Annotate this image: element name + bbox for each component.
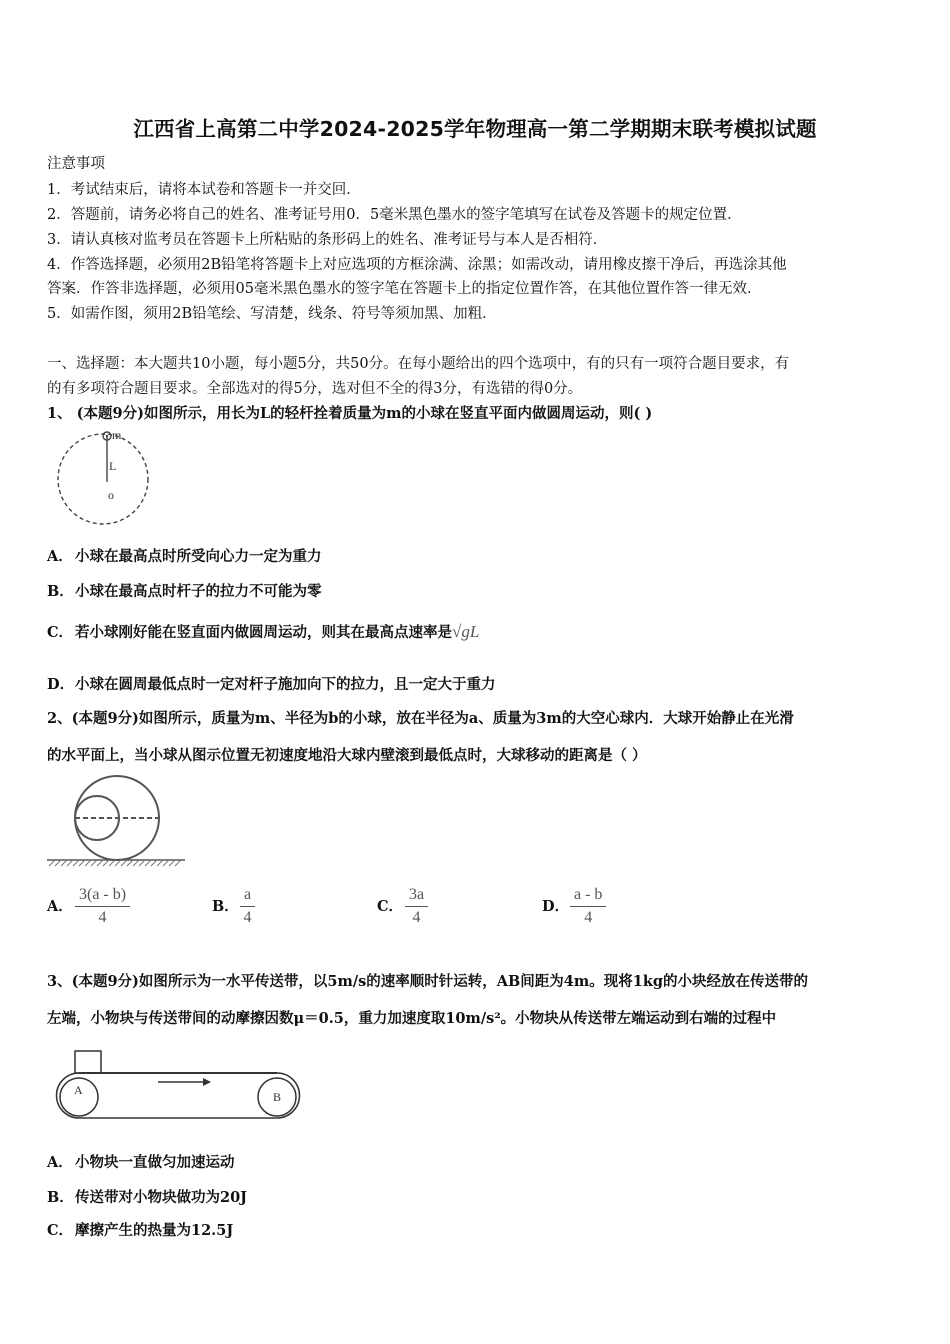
length-label: L bbox=[109, 459, 117, 473]
pulley-b-label: B bbox=[273, 1090, 282, 1104]
question-3-stem: 左端，小物块与传送带间的动摩擦因数μ＝0.5，重力加速度取10m/s²。小物块从传送带左端运动到右端的过程中 bbox=[47, 1010, 777, 1027]
q3-conveyor-figure bbox=[55, 1047, 305, 1122]
notice-item: 4．作答选择题，必须用2B铅笔将答题卡上对应选项的方框涂满、涂黑；如需改动，请用橡皮擦干净后，再选涂其他 bbox=[47, 257, 787, 273]
pulley-a-label: A bbox=[74, 1083, 83, 1097]
q2-option-a[interactable]: A． $\frac{3(a - b)}{4}$ bbox=[47, 886, 130, 927]
q2-option-c[interactable]: C． $\frac{3a}{4}$ bbox=[377, 886, 428, 927]
question-3-stem: 3、(本题9分)如图所示为一水平传送带，以5m/s的速率顺时针运转，AB间距为4m。现将1kg的小块经放在传送带的 bbox=[47, 973, 808, 990]
small-sphere bbox=[75, 796, 119, 840]
block bbox=[75, 1051, 101, 1073]
notice-heading: 注意事项 bbox=[47, 156, 105, 172]
sqrt-gl-formula: √gL bbox=[452, 622, 480, 641]
question-1-stem: 1、 (本题9分)如图所示，用长为L的轻杆拴着质量为m的小球在竖直平面内做圆周运动，则( ) bbox=[47, 405, 653, 422]
q3-option-b[interactable]: B．传送带对小物块做功为20J bbox=[47, 1189, 248, 1206]
fraction: $\frac{a}{4}$ bbox=[240, 886, 255, 927]
notice-item: 3．请认真核对监考员在答题卡上所粘贴的条形码上的姓名、准考证号与本人是否相符． bbox=[47, 232, 608, 248]
notice-item: 5．如需作图，须用2B铅笔绘、写清楚，线条、符号等须加黑、加粗． bbox=[47, 306, 497, 322]
notice-item: 2．答题前，请务必将自己的姓名、准考证号用0．5毫米黑色墨水的签字笔填写在试卷及答题卡的规定位置． bbox=[47, 207, 742, 223]
ball-center bbox=[106, 435, 108, 437]
section-instructions: 一、选择题：本大题共10小题，每小题5分，共50分。在每小题给出的四个选项中，有的只有一项符合题目要求，有 bbox=[47, 356, 790, 372]
q1-option-d[interactable]: D．小球在圆周最低点时一定对杆子施加向下的拉力，且一定大于重力 bbox=[47, 676, 496, 693]
section-instructions: 的有多项符合题目要求。全部选对的得5分，选对但不全的得3分，有选错的得0分。 bbox=[47, 381, 583, 397]
q1-circular-motion-figure bbox=[55, 430, 155, 530]
notice-item: 答案．作答非选择题，必须用05毫米黑色墨水的签字笔在答题卡上的指定位置作答，在其他位置作答一律无效． bbox=[47, 281, 762, 297]
q3-option-c[interactable]: C． 摩擦产生的热量为12.5J bbox=[47, 1222, 234, 1239]
fraction: $\frac{3(a - b)}{4}$ bbox=[75, 886, 130, 927]
fraction: $\frac{3a}{4}$ bbox=[405, 886, 428, 927]
notice-item: 1．考试结束后，请将本试卷和答题卡一并交回． bbox=[47, 182, 361, 198]
question-2-stem: 2、(本题9分)如图所示，质量为m、半径为b的小球，放在半径为a、质量为3m的大空心球内．大球开始静止在光滑 bbox=[47, 710, 794, 727]
q1-option-b[interactable]: B．小球在最高点时杆子的拉力不可能为零 bbox=[47, 583, 322, 600]
q2-sphere-figure bbox=[47, 773, 187, 868]
center-label: o bbox=[108, 488, 114, 502]
mass-label: m bbox=[112, 428, 122, 442]
q2-option-b[interactable]: B． $\frac{a}{4}$ bbox=[212, 886, 255, 927]
q1-option-a[interactable]: A． 小球在最高点时所受向心力一定为重力 bbox=[47, 548, 322, 565]
question-2-stem: 的水平面上，当小球从图示位置无初速度地沿大球内壁滚到最低点时，大球移动的距离是（ ） bbox=[47, 747, 647, 764]
fraction: $\frac{a - b}{4}$ bbox=[570, 886, 606, 927]
circular-path bbox=[58, 434, 148, 524]
q3-option-a[interactable]: A． 小物块一直做匀加速运动 bbox=[47, 1154, 235, 1171]
arrow-head bbox=[203, 1078, 211, 1086]
page-title: 江西省上高第二中学2024-2025学年物理高一第二学期期末联考模拟试题 bbox=[133, 117, 817, 141]
q1-option-c[interactable]: C． 若小球刚好能在竖直面内做圆周运动，则其在最高点速率是√gL bbox=[47, 622, 480, 641]
q2-option-d[interactable]: D． $\frac{a - b}{4}$ bbox=[542, 886, 606, 927]
